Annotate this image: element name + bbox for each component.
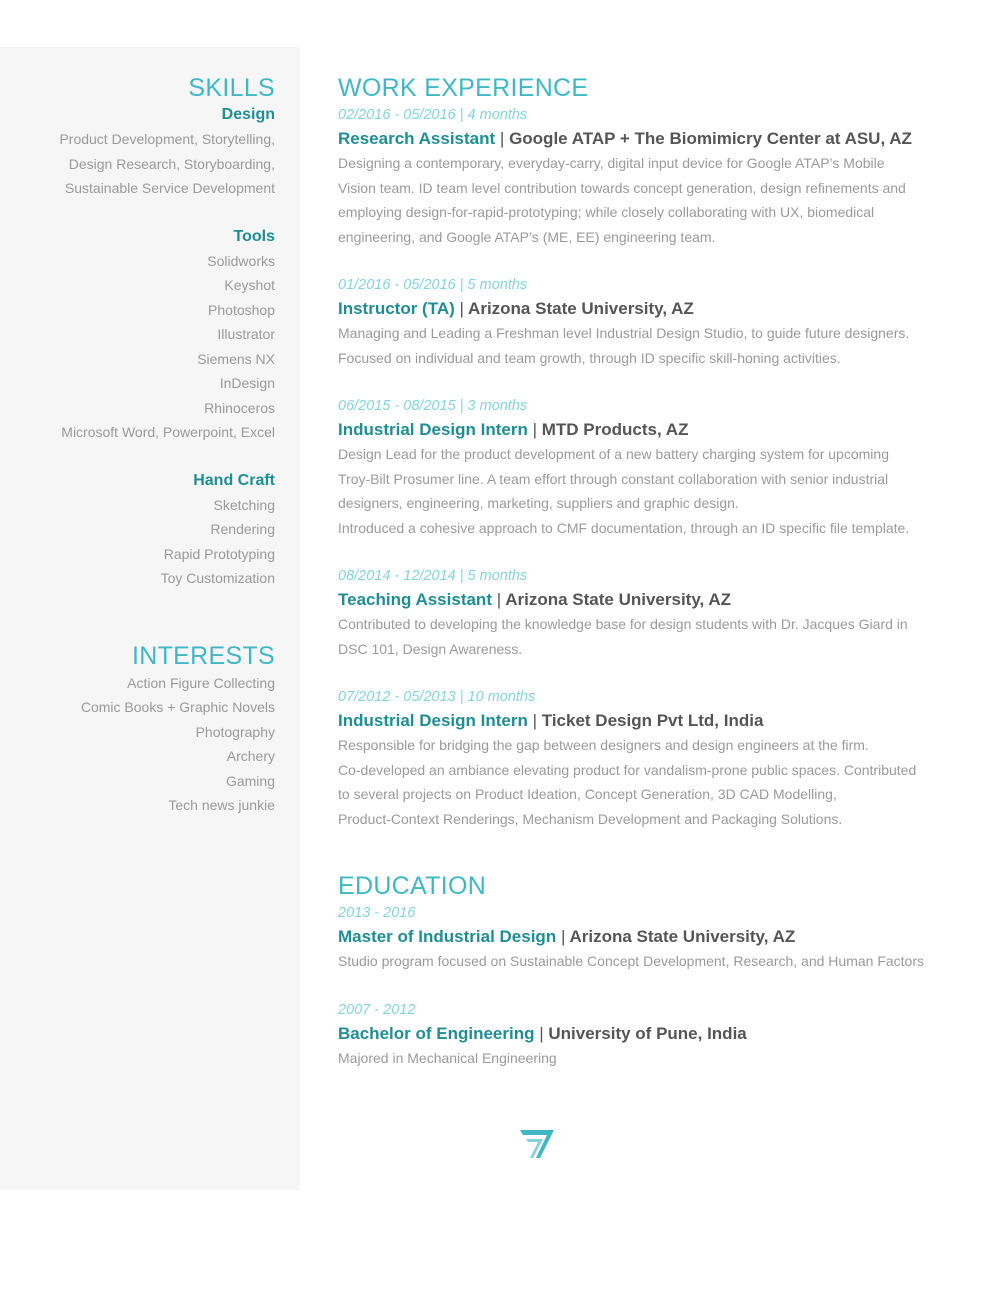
job-organization: Ticket Design Pvt Ltd, India: [541, 711, 764, 730]
job-entry: [338, 564, 928, 661]
skills-design-heading: Design: [221, 106, 275, 123]
job-organization: MTD Products, AZ: [541, 420, 689, 439]
school: Arizona State University, AZ: [569, 927, 796, 946]
job-role: Research Assistant: [338, 129, 496, 148]
description-line: designers, engineering, marketing, suppliers and graphic design.: [338, 495, 739, 511]
main-content: [338, 73, 928, 1070]
degree: Bachelor of Engineering: [338, 1023, 535, 1043]
list-item: Rapid Prototyping: [163, 545, 275, 562]
list-item: Rhinoceros: [204, 399, 275, 416]
job-entry: [338, 273, 928, 370]
school: University of Pune, India: [548, 1023, 747, 1043]
list-item: Illustrator: [217, 326, 275, 342]
description-line: Majored in Mechanical Engineering: [338, 1049, 557, 1066]
work-experience-heading: WORK EXPERIENCE: [338, 74, 589, 102]
job-role: Teaching Assistant: [338, 590, 492, 609]
job-title-line: [338, 127, 928, 151]
description-line: Vision team. ID team level contribution towards concept generation, design refinements and: [338, 179, 906, 196]
job-organization: Google ATAP + The Biomimicry Center at ASU, AZ: [509, 129, 912, 148]
skills-tools-list: [0, 249, 275, 445]
list-item: Photoshop: [208, 301, 275, 318]
skills-tools-heading: Tools: [233, 227, 275, 245]
education-entry: [338, 901, 928, 974]
job-date: 01/2016 - 05/2016 | 5 months: [338, 277, 528, 293]
list-item: Action Figure Collecting: [127, 674, 275, 691]
degree: Master of Industrial Design: [338, 927, 557, 946]
education-description: [338, 1046, 928, 1071]
list-item: Solidworks: [207, 252, 275, 269]
list-item: Design Research, Storyboarding,: [68, 155, 275, 172]
job-date: 02/2016 - 05/2016 | 4 months: [338, 107, 528, 123]
description-line: Focused on individual and team growth, through ID specific skill-honing activities.: [338, 349, 841, 366]
separator: |: [532, 420, 538, 439]
list-item: Siemens NX: [197, 350, 275, 367]
list-item: Photography: [195, 723, 275, 740]
description-line: Product-Context Renderings, Mechanism Development and Packaging Solutions.: [338, 810, 843, 827]
description-line: Introduced a cohesive approach to CMF documentation, through an ID specific file template.: [338, 519, 910, 536]
job-date: 07/2012 - 05/2013 | 10 months: [338, 689, 536, 705]
description-line: Managing and Leading a Freshman level Industrial Design Studio, to guide future designers.: [338, 325, 910, 341]
separator: |: [496, 590, 502, 609]
education-heading: EDUCATION: [338, 872, 487, 900]
list-item: Sketching: [213, 496, 275, 513]
education-title-line: [338, 925, 928, 949]
education-description: [338, 949, 928, 974]
separator: |: [560, 927, 566, 946]
education-title-line: [338, 1022, 928, 1046]
interests-heading: INTERESTS: [132, 641, 275, 670]
job-description: [338, 151, 928, 249]
interests-list: [0, 671, 275, 818]
job-date: 08/2014 - 12/2014 | 5 months: [338, 568, 528, 584]
list-item: Gaming: [225, 772, 275, 789]
description-line: employing design-for-rapid-prototyping; while closely collaborating with UX, biomedical: [338, 204, 875, 220]
job-role: Industrial Design Intern: [338, 711, 528, 730]
list-item: Comic Books + Graphic Novels: [80, 699, 275, 715]
job-organization: Arizona State University, AZ: [505, 590, 732, 609]
skills-heading: SKILLS: [188, 74, 275, 102]
job-title-line: [338, 709, 928, 733]
description-line: Troy-Bilt Prosumer line. A team effort through constant collaboration with senior industrial: [338, 470, 889, 487]
description-line: Studio program focused on Sustainable Concept Development, Research, and Human Factors: [338, 953, 924, 969]
job-title-line: [338, 588, 928, 612]
list-item: Keyshot: [224, 277, 275, 293]
separator: |: [539, 1023, 544, 1043]
list-item: Archery: [226, 748, 275, 764]
monogram-logo-icon: [520, 1130, 554, 1158]
skills-handcraft-heading: Hand Craft: [193, 471, 275, 489]
separator: |: [532, 711, 538, 730]
job-organization: Arizona State University, AZ: [468, 299, 694, 318]
description-line: Co-developed an ambiance elevating product for vandalism-prone public spaces. Contributed: [338, 761, 917, 778]
description-line: Contributed to developing the knowledge base for design students with Dr. Jacques Giard in: [338, 616, 908, 632]
skills-handcraft-list: [0, 493, 275, 591]
list-item: Tech news junkie: [168, 797, 275, 813]
skills-design-list: [0, 127, 275, 201]
list-item: Microsoft Word, Powerpoint, Excel: [61, 424, 275, 440]
description-line: Responsible for bridging the gap between designers and design engineers at the firm.: [338, 737, 869, 753]
job-entry: [338, 394, 928, 540]
job-description: [338, 733, 928, 831]
job-entry: [338, 103, 928, 249]
description-line: to several projects on Product Ideation, Concept Generation, 3D CAD Modelling,: [338, 786, 837, 802]
sidebar-content: [0, 73, 275, 818]
job-title-line: [338, 297, 928, 321]
list-item: Rendering: [210, 521, 275, 537]
job-entry: [338, 685, 928, 831]
list-item: Sustainable Service Development: [64, 180, 275, 196]
list-item: InDesign: [219, 375, 275, 391]
sidebar: [0, 47, 300, 1190]
job-role: Industrial Design Intern: [338, 420, 528, 439]
job-date: 06/2015 - 08/2015 | 3 months: [338, 398, 528, 414]
list-item: Toy Customization: [160, 570, 275, 586]
description-line: Designing a contemporary, everyday-carry, digital input device for Google ATAP’s Mobile: [338, 155, 885, 171]
separator: |: [459, 299, 464, 318]
job-description: [338, 612, 928, 661]
education-entry: [338, 998, 928, 1071]
job-description: [338, 442, 928, 540]
separator: |: [499, 129, 505, 148]
description-line: DSC 101, Design Awareness.: [338, 640, 523, 657]
job-role: Instructor (TA): [338, 299, 455, 318]
list-item: Product Development, Storytelling,: [59, 131, 275, 147]
description-line: Design Lead for the product development of a new battery charging system for upcoming: [338, 446, 889, 462]
education-date: 2007 - 2012: [338, 1001, 416, 1018]
job-description: [338, 321, 928, 370]
education-date: 2013 - 2016: [338, 905, 416, 921]
job-title-line: [338, 418, 928, 442]
description-line: engineering, and Google ATAP’s (ME, EE) engineering team.: [338, 228, 716, 245]
